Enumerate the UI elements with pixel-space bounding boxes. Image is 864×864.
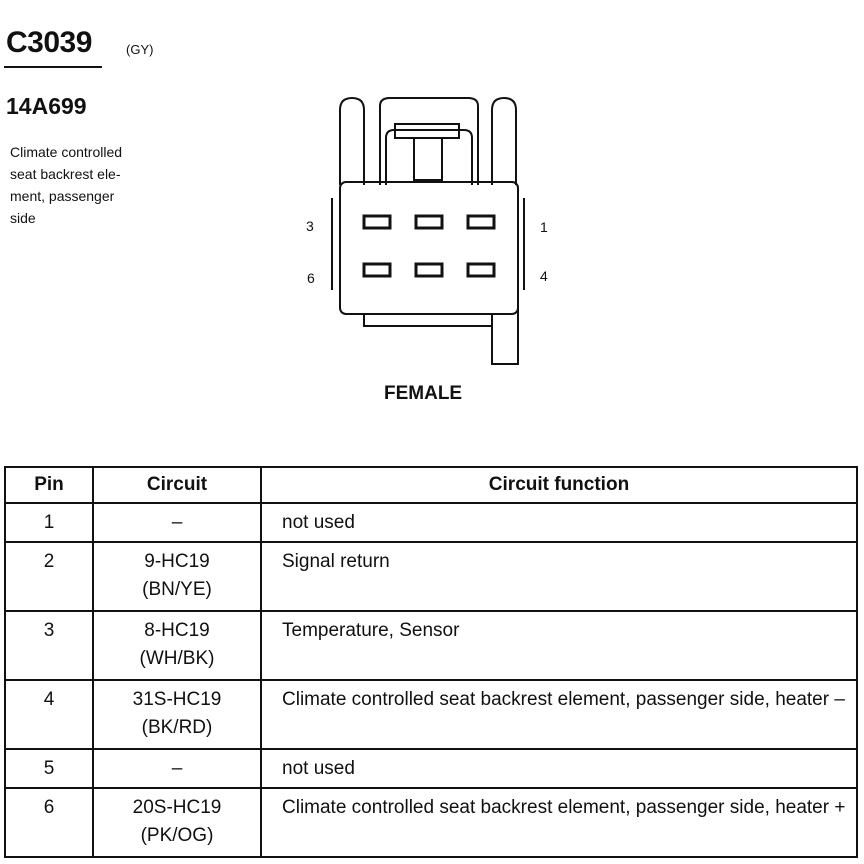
table-row [5,503,857,542]
circuit-cell: 9-HC19 (BN/YE) [93,542,261,611]
table-row [5,749,857,788]
pin-cell: 4 [5,680,93,749]
cavity-3 [364,216,390,228]
cavity-6 [364,264,390,276]
function-cell: not used [261,749,857,788]
circuit-cell: 31S-HC19 (BK/RD) [93,680,261,749]
circuit-column-header: Circuit [93,467,261,503]
pin-label-1: 1 [540,219,548,235]
function-cell: not used [261,503,857,542]
connector-description: Climate controlled seat backrest ele- ment, passenger side [10,144,123,226]
circuit-cell: 8-HC19 (WH/BK) [93,611,261,680]
pin-cell: 5 [5,749,93,788]
cavity-1 [468,216,494,228]
connector-id-underline [4,66,102,68]
pin-label-4: 4 [540,268,548,284]
connector-gender: FEMALE [384,383,463,404]
pin-cell: 1 [5,503,93,542]
table-row [5,611,857,680]
connector-id: C3039 [6,26,92,59]
part-number: 14A699 [6,93,87,119]
function-cell: Temperature, Sensor [261,611,857,680]
table-row [5,542,857,611]
connector-face-diagram [320,90,540,370]
circuit-cell: – [93,749,261,788]
function-column-header: Circuit function [261,467,857,503]
pin-label-3: 3 [306,218,314,234]
function-cell: Climate controlled seat backrest element, passenger side, heater + [261,788,857,857]
pin-label-6: 6 [307,270,315,286]
cavity-2 [416,216,442,228]
connector-body [340,182,518,314]
function-cell: Climate controlled seat backrest element, passenger side, heater – [261,680,857,749]
center-lock-frame [380,98,478,185]
pin-column-header: Pin [5,467,93,503]
circuit-cell: – [93,503,261,542]
cavity-4 [468,264,494,276]
pin-cell: 3 [5,611,93,680]
cavity-5 [416,264,442,276]
table-row [5,680,857,749]
left-latch-arm [340,98,364,185]
wire-exit [492,290,518,364]
function-cell: Signal return [261,542,857,611]
pinout-table [4,466,858,858]
table-row [5,788,857,857]
pin-cell: 2 [5,542,93,611]
connector-color: (GY) [126,42,154,57]
circuit-cell: 20S-HC19 (PK/OG) [93,788,261,857]
pin-cell: 6 [5,788,93,857]
right-latch-arm [492,98,516,185]
